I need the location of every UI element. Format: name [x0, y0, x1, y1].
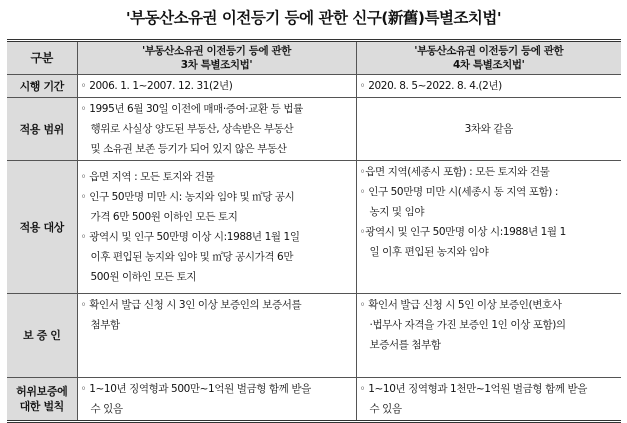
header-new-law: '부동산소유권 이전등기 등에 관한 4차 특별조치법' — [356, 41, 621, 75]
table-row-guarantor — [7, 294, 621, 378]
table-header-row — [7, 41, 621, 75]
cell-new-guarantor: ◦ 확인서 발급 신청 시 5인 이상 보증인(변호사 ·법무사 자격을 가진 보증인 1인 이상 포함)의 보증서를 첨부함 — [356, 294, 621, 378]
cell-old-target: ◦ 읍면 지역 : 모든 토지와 건물 ◦ 인구 50만명 미만 시: 농지와 임야 및 ㎡당 공시 가격 6만 500원 이하인 모든 토지 ◦ 광역시 및 인구 50만명 이상 시:1988년 1월 1일 이후 편입된 농지와 임야 및 ㎡당 공시가격 6만 500원 이하인 모든 토지 — [77, 161, 356, 294]
cell-new-period: ◦ 2020. 8. 5~2022. 8. 4.(2년) — [356, 75, 621, 98]
row-label-scope: 적용 범위 — [7, 98, 77, 161]
row-label-guarantor: 보 증 인 — [7, 294, 77, 378]
table-row-penalty — [7, 378, 621, 422]
row-label-penalty: 허위보증에 대한 벌칙 — [7, 378, 77, 422]
cell-old-penalty: ◦ 1~10년 징역형과 500만~1억원 벌금형 함께 받을 수 있음 — [77, 378, 356, 422]
row-label-period: 시행 기간 — [7, 75, 77, 98]
row-label-target: 적용 대상 — [7, 161, 77, 294]
header-old-law: '부동산소유권 이전등기 등에 관한 3차 특별조치법' — [77, 41, 356, 75]
page-title: '부동산소유권 이전등기 등에 관한 신구(新舊)특별조치법' — [125, 9, 502, 27]
comparison-table — [7, 39, 621, 423]
cell-new-penalty: ◦ 1~10년 징역형과 1천만~1억원 벌금형 함께 받을 수 있음 — [356, 378, 621, 422]
header-category: 구분 — [7, 41, 77, 75]
cell-new-scope: 3차와 같음 — [356, 98, 621, 161]
table-row-target — [7, 161, 621, 294]
table-row-scope — [7, 98, 621, 161]
cell-old-guarantor: ◦ 확인서 발급 신청 시 3인 이상 보증인의 보증서를 첨부함 — [77, 294, 356, 378]
cell-old-scope: ◦ 1995년 6월 30일 이전에 매매·증여·교환 등 법률 행위로 사실상 양도된 부동산, 상속받은 부동산 및 소유권 보존 등기가 되어 있지 않은 부동산 — [77, 98, 356, 161]
cell-new-target: ◦읍면 지역(세종시 포함) : 모든 토지와 건물 ◦ 인구 50만명 미만 시(세종시 동 지역 포함) : 농지 및 임야 ◦광역시 및 인구 50만명 이상 시:1988년 1월 1 일 이후 편입된 농지와 임야 — [356, 161, 621, 294]
table-row-period — [7, 75, 621, 98]
cell-old-period: ◦ 2006. 1. 1~2007. 12. 31(2년) — [77, 75, 356, 98]
